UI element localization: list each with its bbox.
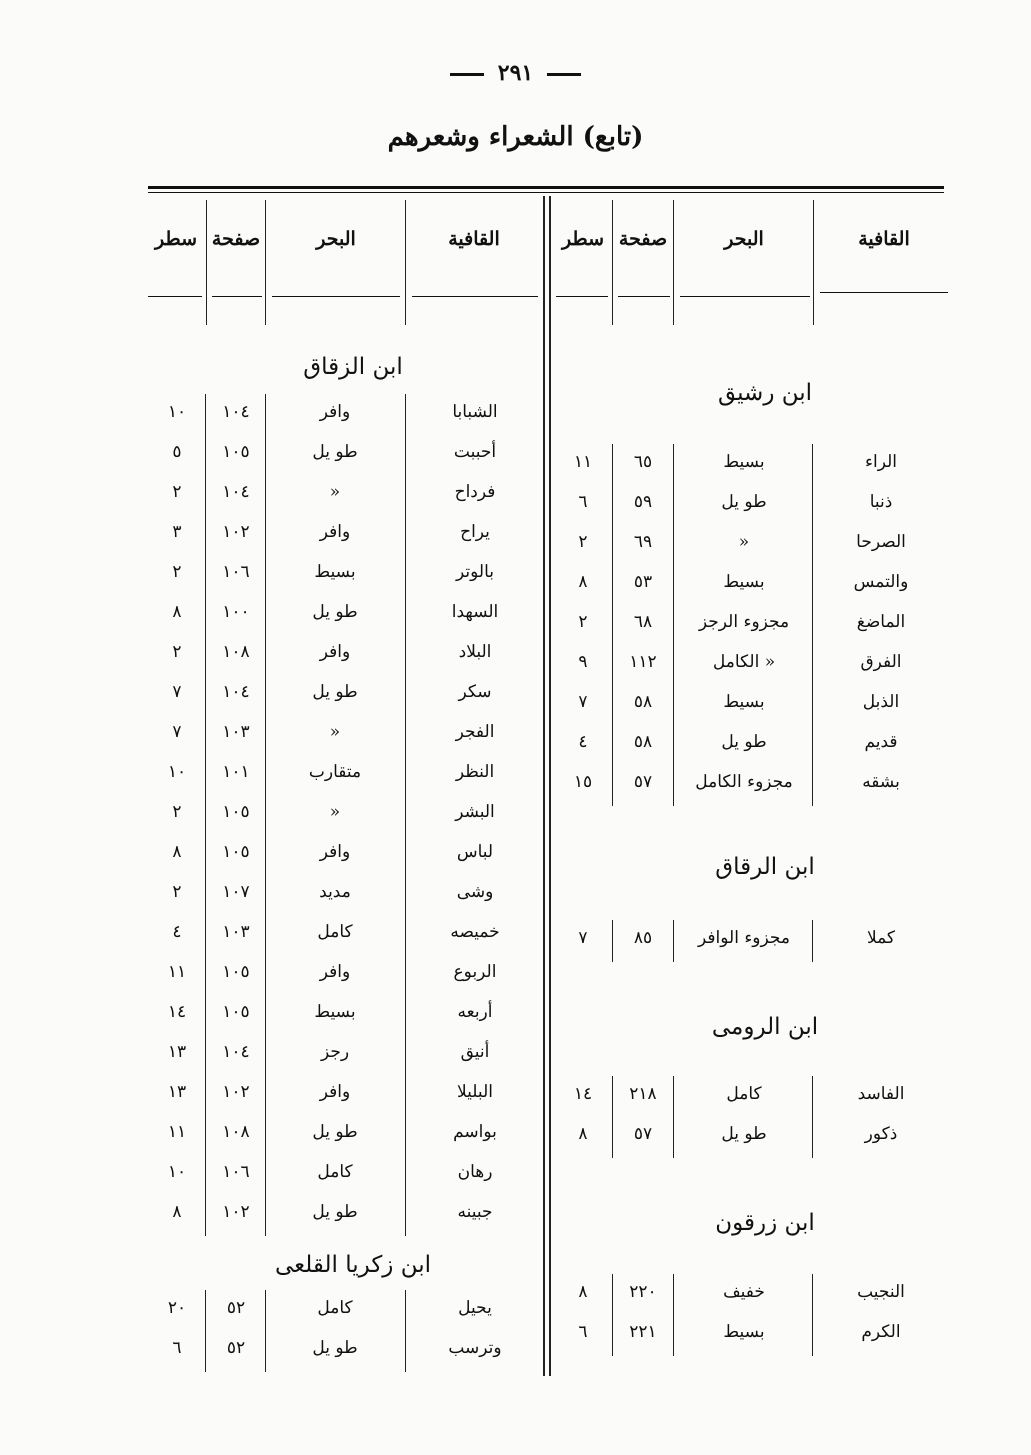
column-rule <box>673 920 674 962</box>
page-cell: ١٠٥ <box>222 442 250 462</box>
rhyme-cell: البليلا <box>457 1082 493 1102</box>
meter-cell: وافر <box>319 642 351 662</box>
rhyme-cell: الفاسد <box>857 1084 905 1104</box>
meter-cell: بسيط <box>314 562 356 582</box>
meter-cell: رجز <box>320 1042 350 1062</box>
page-cell: ٥٨ <box>633 692 653 712</box>
page-cell: ١٠٥ <box>222 802 250 822</box>
line-cell: ١٠ <box>167 1162 187 1182</box>
poet-name: ابن الرقاق <box>715 854 815 880</box>
line-cell: ٢ <box>172 562 182 582</box>
rhyme-cell: يراح <box>460 522 490 542</box>
line-cell: ٧ <box>172 682 182 702</box>
page-number: ٢٩١ <box>0 60 1031 86</box>
poet-name: ابن زكريا القلعى <box>275 1252 431 1278</box>
page-cell: ١٠٧ <box>222 882 250 902</box>
page-cell: ١٠٢ <box>222 1082 250 1102</box>
meter-cell: بسيط <box>314 1002 356 1022</box>
line-cell: ٢ <box>578 612 588 632</box>
page-cell: ٥٩ <box>633 492 653 512</box>
poet-name: ابن الزقاق <box>303 354 403 380</box>
rhyme-cell: الماضغ <box>856 612 906 632</box>
top-rule-thin <box>148 192 944 193</box>
page-cell: ٥٨ <box>633 732 653 752</box>
line-cell: ٨ <box>172 842 182 862</box>
poet-name: ابن الرومى <box>711 1014 819 1040</box>
line-cell: ٤ <box>172 922 182 942</box>
meter-cell: مديد <box>319 882 351 902</box>
page-cell: ١٠٤ <box>222 402 250 422</box>
rhyme-cell: الربوع <box>453 962 497 982</box>
page-cell: ٦٨ <box>633 612 653 632</box>
meter-cell: بسيط <box>723 452 765 472</box>
rhyme-cell: النظر <box>455 762 495 782</box>
line-cell: ١٠ <box>167 402 187 422</box>
line-cell: ٢ <box>172 482 182 502</box>
column-rule <box>265 1290 266 1372</box>
page-cell: ٦٥ <box>633 452 653 472</box>
poet-name: ابن رشيق <box>717 380 813 406</box>
column-rule <box>673 444 674 806</box>
line-cell: ١١ <box>573 452 593 472</box>
header-satr-right: سطر <box>562 228 604 250</box>
rhyme-cell: رهان <box>457 1162 493 1182</box>
page-cell: ٢٢٠ <box>629 1282 657 1302</box>
header-bahr-left: البحر <box>316 228 356 250</box>
header-bahr-right: البحر <box>724 228 764 250</box>
rhyme-cell: أربعه <box>457 1002 493 1022</box>
line-cell: ٦ <box>172 1338 182 1358</box>
meter-cell: مجزوء الكامل <box>695 772 793 792</box>
meter-cell: مجزوء الوافر <box>698 928 790 948</box>
page-cell: ١٠٢ <box>222 522 250 542</box>
meter-cell: خفيف <box>723 1282 765 1302</box>
meter-cell: طو يل <box>721 732 767 752</box>
page-cell: ١٠٤ <box>222 682 250 702</box>
page-cell: ٥٧ <box>633 772 653 792</box>
rhyme-cell: الكرم <box>861 1322 901 1342</box>
page-cell: ١٠٥ <box>222 842 250 862</box>
rhyme-cell: بواسم <box>453 1122 497 1142</box>
page-cell: ٢٢١ <box>629 1322 657 1342</box>
line-cell: ١٣ <box>167 1042 187 1062</box>
meter-cell: بسيط <box>723 692 765 712</box>
meter-cell: بسيط <box>723 1322 765 1342</box>
rhyme-cell: السهدا <box>451 602 499 622</box>
line-cell: ١١ <box>167 1122 187 1142</box>
page-cell: ٦٩ <box>633 532 653 552</box>
page-cell: ١٠٨ <box>222 1122 250 1142</box>
line-cell: ١٥ <box>573 772 593 792</box>
page-cell: ١١٢ <box>629 652 657 672</box>
meter-cell: « <box>329 802 341 822</box>
line-cell: ١٤ <box>167 1002 187 1022</box>
column-rule <box>265 394 266 1236</box>
line-cell: ١١ <box>167 962 187 982</box>
line-cell: ٧ <box>578 692 588 712</box>
poet-name: ابن زرقون <box>715 1210 815 1236</box>
line-cell: ١٣ <box>167 1082 187 1102</box>
column-rule <box>812 1274 813 1356</box>
line-cell: ٤ <box>578 732 588 752</box>
column-rule <box>612 1274 613 1356</box>
line-cell: ٢ <box>172 642 182 662</box>
meter-cell: طو يل <box>721 492 767 512</box>
line-cell: ٨ <box>172 602 182 622</box>
line-cell: ١٤ <box>573 1084 593 1104</box>
header-safha-left: صفحة <box>211 228 261 250</box>
column-rule <box>612 1076 613 1158</box>
rhyme-cell: الصرحا <box>856 532 906 552</box>
line-cell: ١٠ <box>167 762 187 782</box>
rhyme-cell: فرداح <box>454 482 496 502</box>
page-cell: ١٠٨ <box>222 642 250 662</box>
rhyme-cell: بالوتر <box>456 562 494 582</box>
meter-cell: « <box>738 532 750 552</box>
rhyme-cell: البشر <box>455 802 495 822</box>
column-rule <box>205 1290 206 1372</box>
page-cell: ١٠٦ <box>222 562 250 582</box>
page-cell: ٢١٨ <box>629 1084 657 1104</box>
rhyme-cell: الذبل <box>862 692 900 712</box>
rhyme-cell: لباس <box>456 842 494 862</box>
column-rule <box>812 444 813 806</box>
line-cell: ٦ <box>578 492 588 512</box>
meter-cell: بسيط <box>723 572 765 592</box>
meter-cell: « <box>329 722 341 742</box>
rhyme-cell: النجيب <box>857 1282 905 1302</box>
meter-cell: طو يل <box>312 1122 358 1142</box>
page-cell: ٥٢ <box>226 1338 246 1358</box>
page-cell: ١٠٤ <box>222 1042 250 1062</box>
column-rule <box>405 394 406 1236</box>
page-cell: ١٠٥ <box>222 962 250 982</box>
meter-cell: وافر <box>319 962 351 982</box>
meter-cell: وافر <box>319 1082 351 1102</box>
column-rule <box>612 920 613 962</box>
page-cell: ٥٧ <box>633 1124 653 1144</box>
rhyme-cell: وترسب <box>448 1338 502 1358</box>
line-cell: ٨ <box>578 572 588 592</box>
meter-cell: كامل <box>317 1298 353 1318</box>
rhyme-cell: جبينه <box>457 1202 493 1222</box>
column-rule <box>205 394 206 1236</box>
rhyme-cell: ذنبا <box>869 492 893 512</box>
meter-cell: متقارب <box>308 762 362 782</box>
column-rule <box>673 1274 674 1356</box>
rhyme-cell: والتمس <box>853 572 909 592</box>
page-cell: ٨٥ <box>633 928 653 948</box>
rhyme-cell: الفرق <box>860 652 902 672</box>
meter-cell: وافر <box>319 402 351 422</box>
meter-cell: طو يل <box>312 442 358 462</box>
header-qafiya-right: القافية <box>858 228 910 250</box>
line-cell: ٢ <box>172 882 182 902</box>
rhyme-cell: الشبابا <box>452 402 498 422</box>
line-cell: ٣ <box>172 522 182 542</box>
meter-cell: « <box>329 482 341 502</box>
meter-cell: طو يل <box>312 1202 358 1222</box>
column-rule <box>673 1076 674 1158</box>
line-cell: ٥ <box>172 442 182 462</box>
rhyme-cell: بشقه <box>862 772 900 792</box>
line-cell: ٧ <box>172 722 182 742</box>
page-cell: ١٠٤ <box>222 482 250 502</box>
line-cell: ٨ <box>578 1282 588 1302</box>
line-cell: ٢ <box>172 802 182 822</box>
line-cell: ٦ <box>578 1322 588 1342</box>
top-rule-thick <box>148 186 944 189</box>
page-cell: ١٠٠ <box>222 602 250 622</box>
line-cell: ٢٠ <box>167 1298 187 1318</box>
rhyme-cell: كملا <box>866 928 896 948</box>
meter-cell: كامل <box>726 1084 762 1104</box>
header-safha-right: صفحة <box>618 228 668 250</box>
page-cell: ٥٣ <box>633 572 653 592</box>
page-title: (تابع) الشعراء وشعرهم <box>387 122 644 152</box>
meter-cell: طو يل <box>312 682 358 702</box>
meter-cell: طو يل <box>312 602 358 622</box>
line-cell: ٧ <box>578 928 588 948</box>
rhyme-cell: يحيل <box>458 1298 492 1318</box>
center-divider-left <box>543 196 545 1376</box>
line-cell: ٩ <box>578 652 588 672</box>
header-satr-left: سطر <box>155 228 197 250</box>
rhyme-cell: ذكور <box>864 1124 898 1144</box>
meter-cell: « الكامل <box>712 652 776 672</box>
page-cell: ١٠٣ <box>222 922 250 942</box>
page-cell: ١٠٦ <box>222 1162 250 1182</box>
rhyme-cell: سكر <box>458 682 492 702</box>
line-cell: ٨ <box>578 1124 588 1144</box>
meter-cell: مجزوء الرجز <box>698 612 790 632</box>
header-qafiya-left: القافية <box>448 228 500 250</box>
page-cell: ١٠٢ <box>222 1202 250 1222</box>
line-cell: ٨ <box>172 1202 182 1222</box>
meter-cell: طو يل <box>312 1338 358 1358</box>
column-rule <box>812 1076 813 1158</box>
page-cell: ١٠٣ <box>222 722 250 742</box>
meter-cell: كامل <box>317 1162 353 1182</box>
line-cell: ٢ <box>578 532 588 552</box>
rhyme-cell: قديم <box>864 732 898 752</box>
meter-cell: وافر <box>319 522 351 542</box>
meter-cell: طو يل <box>721 1124 767 1144</box>
rhyme-cell: الراء <box>865 452 897 472</box>
rhyme-cell: الفجر <box>455 722 495 742</box>
meter-cell: وافر <box>319 842 351 862</box>
column-rule <box>405 1290 406 1372</box>
column-rule <box>812 920 813 962</box>
column-rule <box>612 444 613 806</box>
rhyme-cell: وشى <box>456 882 494 902</box>
meter-cell: كامل <box>317 922 353 942</box>
rhyme-cell: أحببت <box>453 442 497 462</box>
page-cell: ١٠١ <box>222 762 250 782</box>
page-cell: ٥٢ <box>226 1298 246 1318</box>
rhyme-cell: البلاد <box>458 642 492 662</box>
rhyme-cell: أنيق <box>460 1042 490 1062</box>
page-cell: ١٠٥ <box>222 1002 250 1022</box>
rhyme-cell: خميصه <box>450 922 500 942</box>
center-divider-right <box>549 196 551 1376</box>
